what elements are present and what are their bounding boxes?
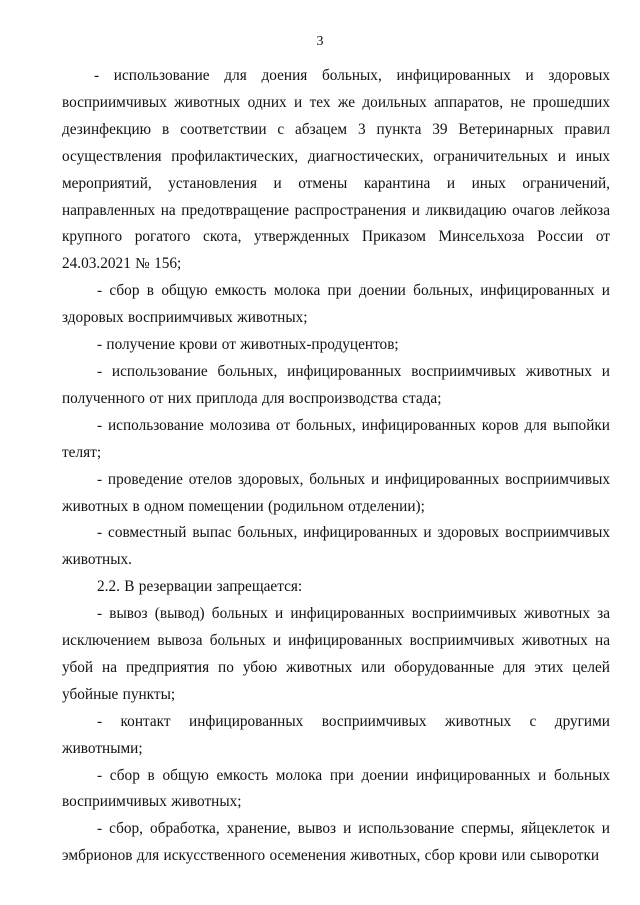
paragraph-blood-collection: - получение крови от животных-продуцентов; xyxy=(97,336,399,354)
paragraph-calving-premises: - проведение отелов здоровых, больных и инфицированных восприимчивых животных в одном помещении (родильном отделении); xyxy=(62,470,610,515)
page-number: 3 xyxy=(316,34,324,49)
document-body xyxy=(62,63,610,870)
paragraph-sperm-embryo-handling: - сбор, обработка, хранение, вывоз и использование спермы, яйцеклеток и эмбрионов для искусственного осеменения животных, сбор крови или сыворотки xyxy=(62,820,610,865)
paragraph-reproduction-use: - использование больных, инфицированных восприимчивых животных и полученного от них приплода для воспроизводства стада; xyxy=(62,362,610,407)
paragraph-milking-equipment: - использование для доения больных, инфицированных и здоровых восприимчивых животных одних и тех же доильных аппаратов, не прошедших дезинфекцию в соответствии с абзацем 3 пункта 39 Ветеринарных правил осуществления профилактических, диагностических, ограничительных и иных мероприятий, установления и отмены карантина и иных ограничений, направленных на предотвращение распространения и ликвидацию очагов лейкоза крупного рогатого скота, утвержденных Приказом Минсельхоза России от 24.03.2021 № 156; xyxy=(62,67,610,273)
paragraph-milk-collection-reservation: - сбор в общую емкость молока при доении инфицированных и больных восприимчивых животных; xyxy=(62,766,610,811)
paragraph-removal-of-animals: - вывоз (вывод) больных и инфицированных восприимчивых животных за исключением вывоза больных и инфицированных восприимчивых животных на убой на предприятия по убою животных или оборудованные для этих целей убойные пункты; xyxy=(62,605,610,703)
paragraph-animal-contact: - контакт инфицированных восприимчивых животных с другими животными; xyxy=(62,712,610,757)
paragraph-common-milk-container: - сбор в общую емкость молока при доении больных, инфицированных и здоровых восприимчивых животных; xyxy=(62,282,610,327)
section-heading-2-2: 2.2. В резервации запрещается: xyxy=(97,578,303,596)
paragraph-joint-grazing: - совместный выпас больных, инфицированных и здоровых восприимчивых животных. xyxy=(62,524,610,569)
paragraph-colostrum-use: - использование молозива от больных, инфицированных коров для выпойки телят; xyxy=(62,416,610,461)
